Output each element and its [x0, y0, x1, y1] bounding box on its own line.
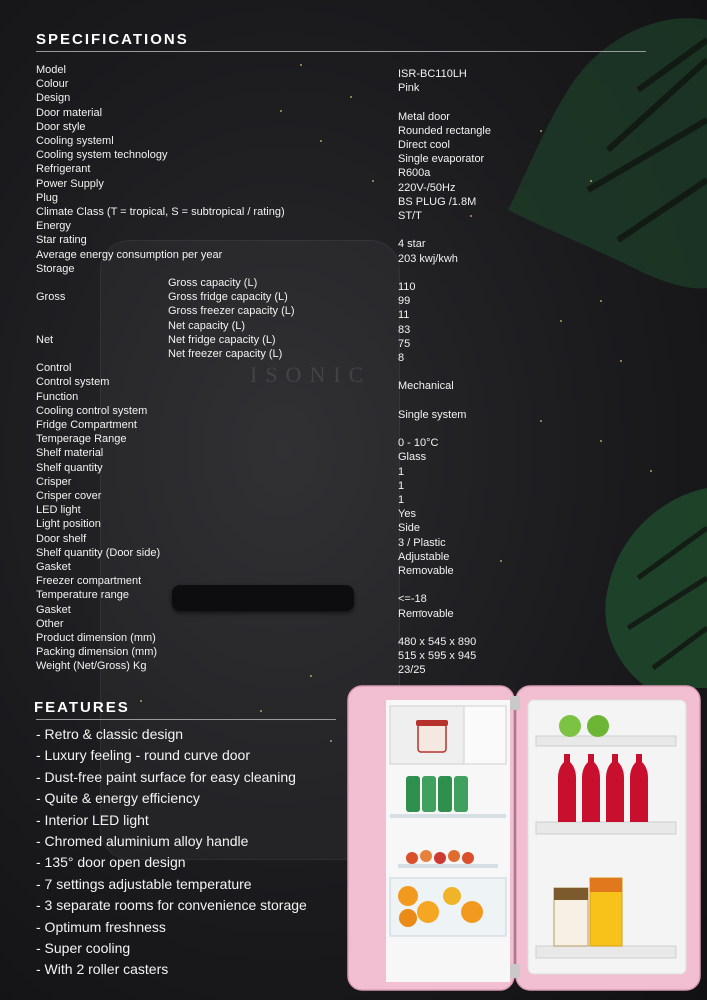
feature-item: - Retro & classic design: [36, 726, 184, 742]
spec-row: [0, 475, 707, 492]
spec-row: [0, 489, 707, 506]
spec-value: 1: [398, 494, 405, 506]
spec-label: Door shelf: [36, 532, 87, 545]
features-title: FEATURES: [34, 699, 130, 716]
spec-label: Shelf quantity (Door side): [36, 546, 161, 559]
background-brand-text: ISONIC: [250, 362, 372, 387]
spec-row: [0, 659, 707, 677]
spec-row: [0, 262, 707, 276]
spec-label: Other: [36, 617, 64, 630]
spec-row: [0, 77, 707, 95]
features-list: [36, 724, 307, 981]
spec-value: Single system: [398, 408, 467, 421]
feature-item: - Optimum freshness: [36, 918, 166, 935]
spec-value: 99: [398, 295, 411, 308]
spec-value: Adjustable: [398, 550, 450, 563]
spec-row: [0, 645, 707, 663]
spec-label: Weight (Net/Gross) Kg: [36, 660, 147, 673]
spec-value: Yes: [398, 508, 416, 521]
spec-sublabel: Gross freezer capacity (L): [168, 305, 295, 318]
specifications-title: SPECIFICATIONS: [36, 31, 189, 48]
spec-row: [0, 333, 707, 350]
door-shelf-top: [536, 736, 676, 746]
spec-label: Design: [36, 92, 71, 105]
spec-row: [0, 347, 707, 364]
spec-label: LED light: [36, 504, 81, 517]
spec-row: [0, 319, 707, 336]
spec-value: 11: [398, 309, 410, 322]
spec-row: [0, 390, 707, 404]
feature-item: - Luxury feeling - round curve door: [36, 747, 250, 764]
specifications-divider: [36, 51, 646, 52]
spec-value: Removable: [398, 607, 454, 620]
spec-row: [0, 361, 707, 375]
spec-sublabel: Gross fridge capacity (L): [168, 291, 288, 304]
feature-item: - 135° door open design: [36, 854, 186, 871]
spec-label: Control system: [36, 376, 110, 389]
spec-value: 23/25: [398, 664, 426, 677]
spec-row: [0, 177, 707, 194]
spec-row: [0, 461, 707, 478]
spec-row: [0, 233, 707, 251]
feature-item: - 3 separate rooms for convenience storage: [36, 897, 307, 914]
feature-item: - Chromed aluminium alloy handle: [36, 833, 249, 850]
spec-value: Direct cool: [398, 139, 450, 151]
spec-row: [0, 63, 707, 80]
spec-value: 203 kwj/kwh: [398, 252, 458, 265]
spec-value: 0 - 10°C: [398, 437, 439, 450]
spec-label: Freezer compartment: [36, 575, 142, 588]
spec-value: 83: [398, 323, 411, 336]
spec-value: BS PLUG /1.8M: [398, 195, 477, 208]
spec-value: Glass: [398, 451, 427, 464]
spec-value: 8: [398, 352, 405, 364]
spec-value: 515 x 595 x 945: [398, 650, 477, 663]
spec-row: [0, 532, 707, 549]
spec-value: Removable: [398, 565, 454, 577]
spec-value: 1: [398, 465, 405, 478]
spec-label: Storage: [36, 262, 75, 275]
freezer-door: [464, 706, 506, 764]
spec-row: [0, 191, 707, 208]
spec-row: [0, 432, 707, 450]
spec-row: [0, 304, 707, 322]
spec-row: [0, 617, 707, 631]
spec-label: Gasket: [36, 603, 71, 616]
spec-row: [0, 560, 707, 577]
spec-row: [0, 290, 707, 308]
feature-item: - With 2 roller casters: [36, 961, 169, 978]
features-divider: [36, 719, 336, 720]
spec-row: [0, 134, 707, 151]
spec-value: 110: [398, 281, 416, 293]
spec-sublabel: Net capacity (L): [168, 319, 246, 332]
spec-value: R600a: [398, 167, 431, 180]
spec-value: Rounded rectangle: [398, 124, 491, 137]
spec-row: [0, 503, 707, 521]
spec-label: Average energy consumption per year: [36, 248, 223, 261]
product-fridge-image: [344, 682, 704, 994]
spec-value: ST/T: [398, 210, 422, 222]
spec-row: [0, 120, 707, 137]
spec-label: Door material: [36, 106, 103, 119]
spec-row: [0, 517, 707, 535]
spec-value: 1: [398, 479, 405, 492]
door-shelf-bottom: [536, 946, 676, 958]
feature-item: - Interior LED light: [36, 811, 149, 828]
spec-label: Gross: [36, 291, 66, 304]
door-shelf-middle: [536, 822, 676, 834]
spec-value: Side: [398, 522, 421, 535]
feature-item: - Dust-free paint surface for easy cleaning: [36, 768, 296, 785]
spec-label: Net: [36, 333, 54, 346]
spec-label: Cooling system technology: [36, 149, 168, 162]
spec-row: [0, 148, 707, 166]
spec-label: Cooling control system: [36, 404, 148, 417]
feature-item: - 7 settings adjustable temperature: [36, 875, 252, 892]
spec-label: Climate Class (T = tropical, S = subtropical / rating): [36, 206, 285, 218]
spec-value: Mechanical: [398, 380, 454, 393]
spec-label: Shelf material: [36, 447, 104, 460]
spec-sublabel: Gross capacity (L): [168, 277, 258, 289]
spec-value: 75: [398, 337, 411, 350]
spec-value: <=-18: [398, 593, 427, 606]
spec-sublabel: Net fridge capacity (L): [168, 333, 276, 346]
spec-row: [0, 603, 707, 620]
ice-cream-jar-icon: [418, 722, 446, 752]
spec-label: Temperage Range: [36, 433, 127, 446]
spec-label: Model: [36, 64, 66, 76]
spec-value: Pink: [398, 82, 420, 95]
spec-label: Temperature range: [36, 589, 129, 602]
spec-row: [0, 276, 707, 293]
spec-label: Light position: [36, 518, 101, 531]
spec-label: Fridge Compartment: [36, 419, 137, 431]
spec-sublabel: Net freezer capacity (L): [168, 348, 283, 360]
spec-row: [0, 248, 707, 265]
spec-value: Single evaporator: [398, 153, 485, 166]
spec-value: Metal door: [398, 110, 450, 123]
spec-label: Function: [36, 390, 79, 403]
spec-row: [0, 404, 707, 421]
spec-row: [0, 418, 707, 432]
spec-row: [0, 106, 707, 123]
spec-row: [0, 631, 707, 648]
spec-value: 220V-/50Hz: [398, 181, 456, 194]
spec-row: [0, 205, 707, 222]
spec-label: Cooling systeml: [36, 135, 114, 147]
juice-cartons-icon: [554, 878, 622, 946]
spec-row: [0, 219, 707, 233]
spec-label: Crisper cover: [36, 490, 102, 502]
spec-label: Refrigerant: [36, 163, 91, 176]
spec-label: Door style: [36, 120, 86, 133]
spec-label: Crisper: [36, 475, 72, 488]
spec-row: [0, 588, 707, 606]
spec-label: Colour: [36, 78, 69, 91]
spec-label: Shelf quantity: [36, 461, 103, 474]
spec-label: Gasket: [36, 561, 71, 573]
spec-row: [0, 446, 707, 464]
spec-label: Plug: [36, 191, 59, 204]
spec-row: [0, 91, 707, 105]
spec-label: Energy: [36, 220, 71, 233]
feature-item: - Super cooling: [36, 940, 131, 957]
glass-shelf: [390, 814, 506, 818]
feature-item: - Quite & energy efficiency: [36, 790, 200, 807]
spec-label: Star rating: [36, 234, 87, 247]
spec-label: Power Supply: [36, 177, 104, 190]
spec-label: Packing dimension (mm): [36, 646, 158, 659]
spec-value: 3 / Plastic: [398, 536, 446, 549]
spec-row: [0, 546, 707, 563]
spec-value: ISR-BC110LH: [398, 68, 467, 80]
spec-label: Control: [36, 362, 72, 375]
spec-value: 480 x 545 x 890: [398, 636, 477, 648]
spec-value: 4 star: [398, 238, 426, 251]
spec-row: [0, 162, 707, 180]
spec-label: Product dimension (mm): [36, 632, 156, 644]
spec-row: [0, 574, 707, 588]
spec-row: [0, 375, 707, 393]
